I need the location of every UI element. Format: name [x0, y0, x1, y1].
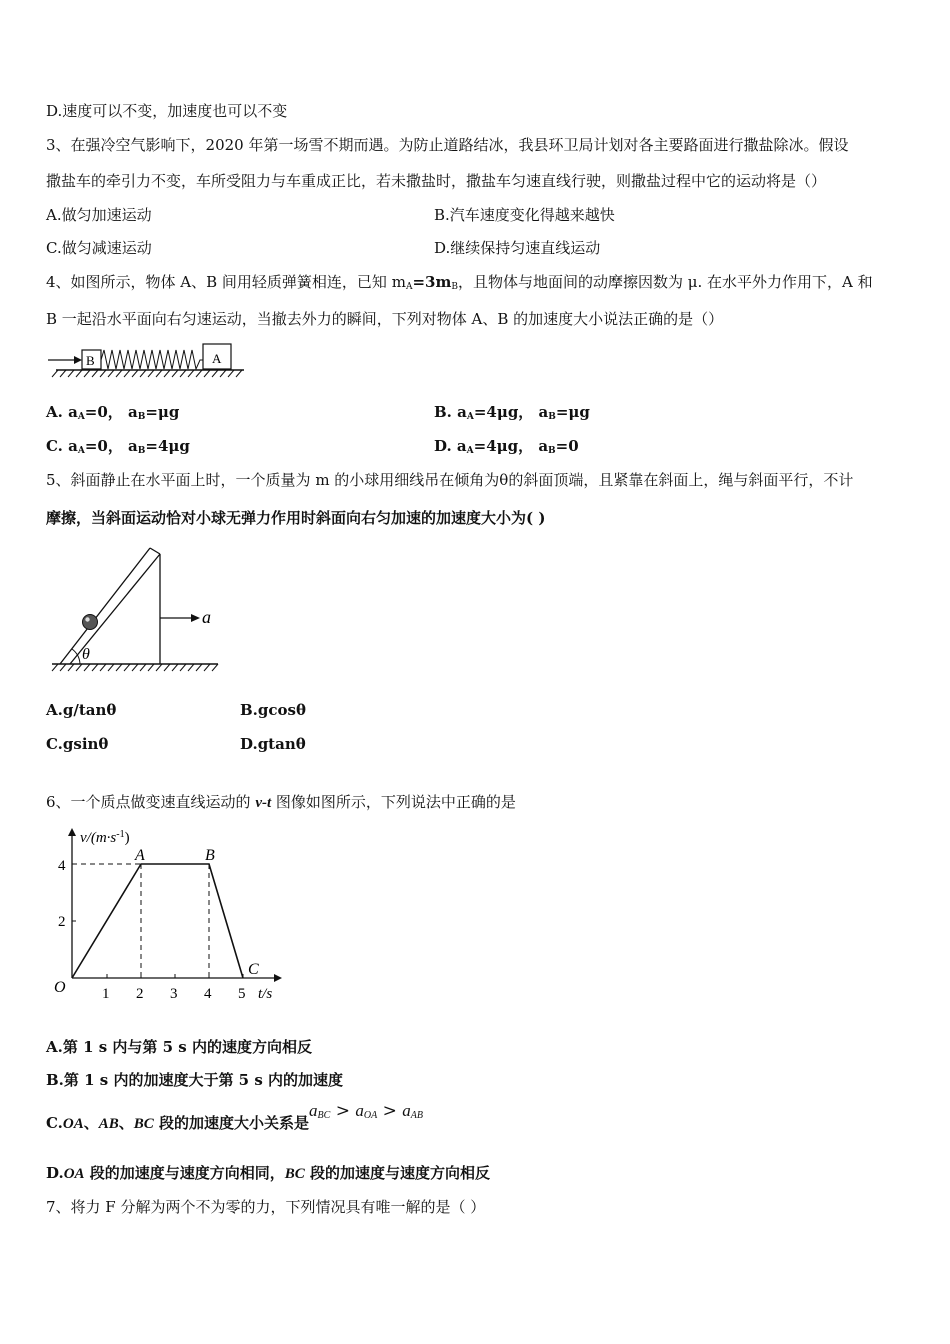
q6-point-c-label: C [248, 961, 259, 978]
q6-x-tick-4: 4 [204, 986, 212, 1002]
q5-angle-theta-label: θ [82, 646, 90, 663]
q6-point-b-label: B [205, 847, 215, 864]
q3-option-a: A.做匀加速运动 [46, 206, 152, 224]
q5-option-b: B.gcosθ [240, 701, 306, 719]
q6-option-c: C.OA、AB、BC 段的加速度大小关系是$a_{BC} > a_{OA} > a_{AB}$ [46, 1101, 424, 1132]
q4-block-b-label: B [86, 353, 95, 368]
q2-option-d: D.速度可以不变，加速度也可以不变 [46, 102, 288, 120]
q3-stem-line1: 3、在强冷空气影响下，2020 年第一场雪不期而遇。为防止道路结冰，我县环卫局计划对各主要路面进行撒盐除冰。假设 [46, 136, 849, 154]
q6-option-d: D.OA 段的加速度与速度方向相同，BC 段的加速度与速度方向相反 [46, 1164, 491, 1182]
q6-y-tick-4: 4 [58, 858, 66, 874]
q6-x-tick-5: 5 [238, 986, 246, 1002]
q6-stem: 6、一个质点做变速直线运动的 v-t 图像如图所示，下列说法中正确的是 [46, 793, 516, 811]
q3-option-c: C.做匀减速运动 [46, 239, 152, 257]
q5-incline-figure [46, 540, 226, 675]
q6-option-b: B.第 1 s 内的加速度大于第 5 s 内的加速度 [46, 1071, 343, 1089]
q4-option-b: B. $a_A=4\mu g$， $a_B=\mu g$ [434, 403, 590, 422]
q5-acceleration-label: a [202, 607, 211, 627]
q4-spring-figure [46, 340, 250, 382]
q5-option-d: D.gtanθ [240, 735, 306, 753]
q7-stem: 7、将力 F 分解为两个不为零的力，下列情况具有唯一解的是（ ） [46, 1198, 486, 1216]
q6-x-axis-label: t/s [258, 986, 273, 1002]
q6-y-tick-2: 2 [58, 914, 66, 930]
q3-stem-line2: 撒盐车的牵引力不变，车所受阻力与车重成正比，若未撒盐时，撒盐车匀速直线行驶，则撒盐过程中它的运动将是（） [46, 172, 827, 190]
q6-origin-label: O [54, 979, 66, 996]
q5-stem-line1: 5、斜面静止在水平面上时，一个质量为 m 的小球用细线吊在倾角为θ的斜面顶端，且紧靠在斜面上，绳与斜面平行，不计 [46, 471, 854, 489]
q4-block-a-label: A [212, 351, 222, 366]
q6-point-a-label: A [135, 847, 145, 864]
q3-option-b: B.汽车速度变化得越来越快 [434, 206, 615, 224]
q4-stem-line1: 4、如图所示，物体 A、B 间用轻质弹簧相连，已知 $m_A=3m_B$，且物体与地面间的动摩擦因数为 μ. 在水平外力作用下，A 和 [46, 273, 873, 292]
q4-option-d: D. $a_A=4\mu g$， $a_B=0$ [434, 437, 579, 456]
q6-x-tick-3: 3 [170, 986, 178, 1002]
q5-option-a: A.g/tanθ [46, 701, 117, 719]
q6-vt-graph [46, 826, 286, 1006]
q4-option-a: A. $a_A=0$， $a_B=\mu g$ [46, 403, 180, 422]
q6-x-tick-1: 1 [102, 986, 110, 1002]
q4-stem-line2: B 一起沿水平面向右匀速运动，当撤去外力的瞬间，下列对物体 A、B 的加速度大小说法正确的是（） [46, 310, 724, 328]
q4-option-c: C. $a_A=0$， $a_B=4\mu g$ [46, 437, 190, 456]
q3-option-d: D.继续保持匀速直线运动 [434, 239, 601, 257]
q5-stem-line2: 摩擦，当斜面运动恰对小球无弹力作用时斜面向右匀加速的加速度大小为( ) [46, 509, 546, 527]
q6-x-tick-2: 2 [136, 986, 144, 1002]
q5-option-c: C.gsinθ [46, 735, 109, 753]
q6-y-axis-label: $v/(m\cdot s^{-1})$ [80, 829, 130, 846]
q6-option-a: A.第 1 s 内与第 5 s 内的速度方向相反 [46, 1038, 312, 1056]
